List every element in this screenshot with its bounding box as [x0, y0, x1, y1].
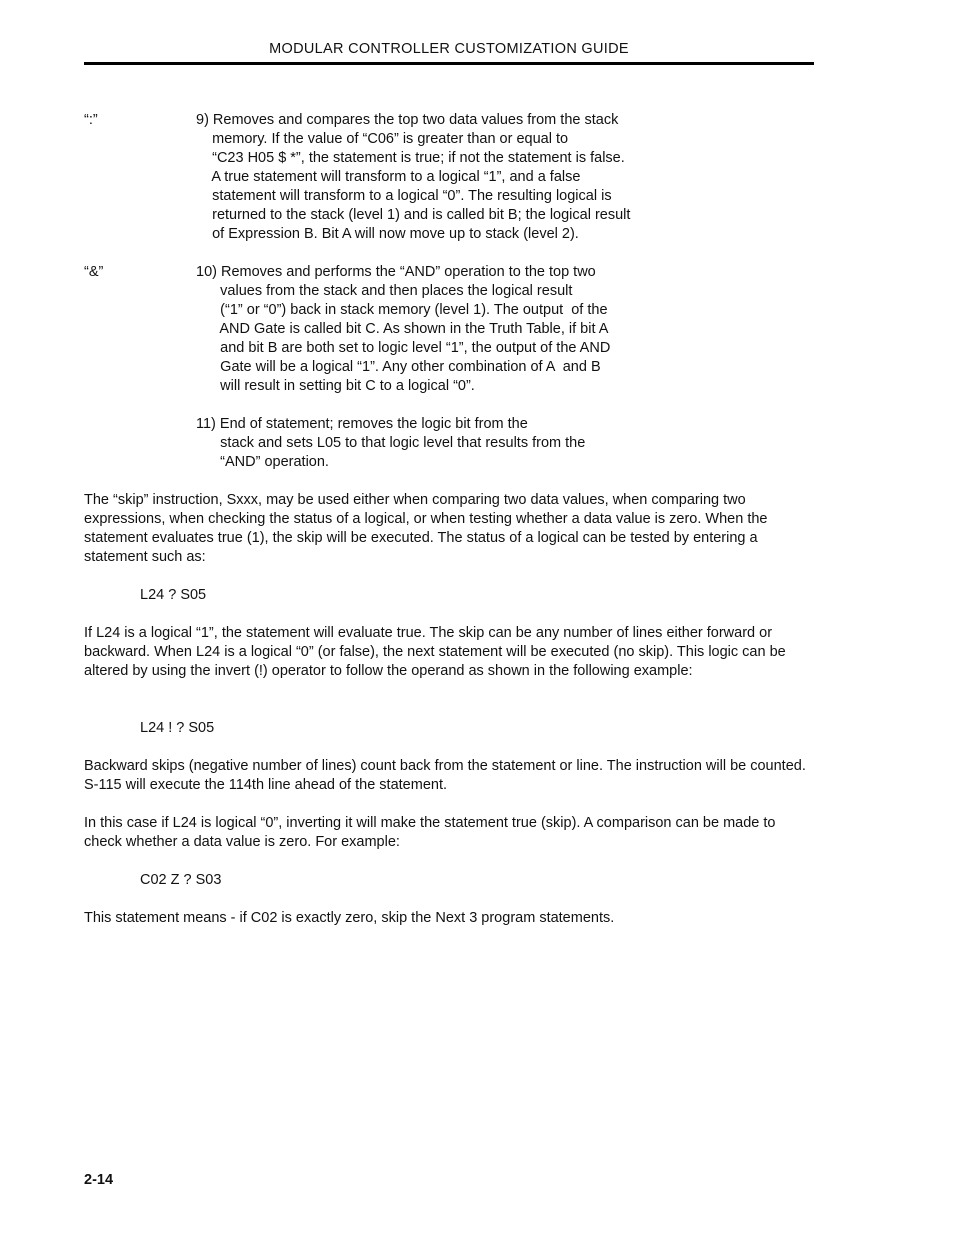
operator-line: AND Gate is called bit C. As shown in the Truth Table, if bit A	[196, 321, 609, 337]
operator-description	[196, 111, 796, 244]
paragraph-conclusion: This statement means - if C02 is exactly zero, skip the Next 3 program statements.	[84, 910, 615, 926]
page-number: 2-14	[84, 1172, 114, 1188]
paragraph-invert-case: In this case if L24 is logical “0”, inverting it will make the statement true (skip). A comparison can be made to check whether a data value is zero. For example:	[84, 815, 776, 850]
operator-item-colon	[84, 111, 814, 251]
operator-line: (“1” or “0”) back in stack memory (level 1). The output of the	[196, 302, 608, 318]
operator-line: memory. If the value of “C06” is greater than or equal to	[196, 131, 569, 147]
operator-symbol: “:”	[84, 112, 98, 128]
operator-line: will result in setting bit C to a logical “0”.	[196, 378, 475, 394]
code-example: L24 ? S05	[140, 587, 207, 603]
operator-line: stack and sets L05 to that logic level that results from the	[196, 435, 586, 451]
operator-line: and bit B are both set to logic level “1”, the output of the AND	[196, 340, 611, 356]
operator-line: 10) Removes and performs the “AND” operation to the top two	[196, 264, 596, 280]
operator-line: Gate will be a logical “1”. Any other combination of A and B	[196, 359, 601, 375]
operator-symbol: “&”	[84, 264, 104, 280]
code-example: C02 Z ? S03	[140, 872, 222, 888]
header-rule	[84, 62, 814, 65]
operator-description	[196, 263, 796, 396]
operator-line: “AND” operation.	[196, 454, 329, 470]
operator-line: 11) End of statement; removes the logic bit from the	[196, 416, 528, 432]
operator-item-end	[84, 415, 814, 475]
operator-line: A true statement will transform to a logical “1”, and a false	[196, 169, 581, 185]
operator-line: 9) Removes and compares the top two data values from the stack	[196, 112, 619, 128]
operator-description	[196, 415, 796, 472]
operator-line: “C23 H05 $ *”, the statement is true; if not the statement is false.	[196, 150, 625, 166]
running-header: MODULAR CONTROLLER CUSTOMIZATION GUIDE	[269, 41, 629, 57]
operator-line: values from the stack and then places the logical result	[196, 283, 573, 299]
operator-item-ampersand	[84, 263, 814, 403]
paragraph-backward-skips: Backward skips (negative number of lines) count back from the statement or line. The instruction will be counted. S-115 will execute the 114th line ahead of the statement.	[84, 758, 806, 793]
paragraph-skip-intro: The “skip” instruction, Sxxx, may be used either when comparing two data values, when comparing two expressions, when checking the status of a logical, or when testing whether a data value is zero. When the statement evaluates true (1), the skip will be executed. The status of a logical can be tested by entering a statement such as:	[84, 492, 768, 565]
paragraph-skip-true: If L24 is a logical “1”, the statement will evaluate true. The skip can be any number of lines either forward or backward. When L24 is a logical “0” (or false), the next statement will be executed (no skip). This logic can be altered by using the invert (!) operator to follow the operand as shown in the following example:	[84, 625, 786, 679]
code-example: L24 ! ? S05	[140, 720, 215, 736]
operator-line: statement will transform to a logical “0”. The resulting logical is	[196, 188, 612, 204]
operator-line: returned to the stack (level 1) and is called bit B; the logical result	[196, 207, 631, 223]
operator-line: of Expression B. Bit A will now move up to stack (level 2).	[196, 226, 579, 242]
